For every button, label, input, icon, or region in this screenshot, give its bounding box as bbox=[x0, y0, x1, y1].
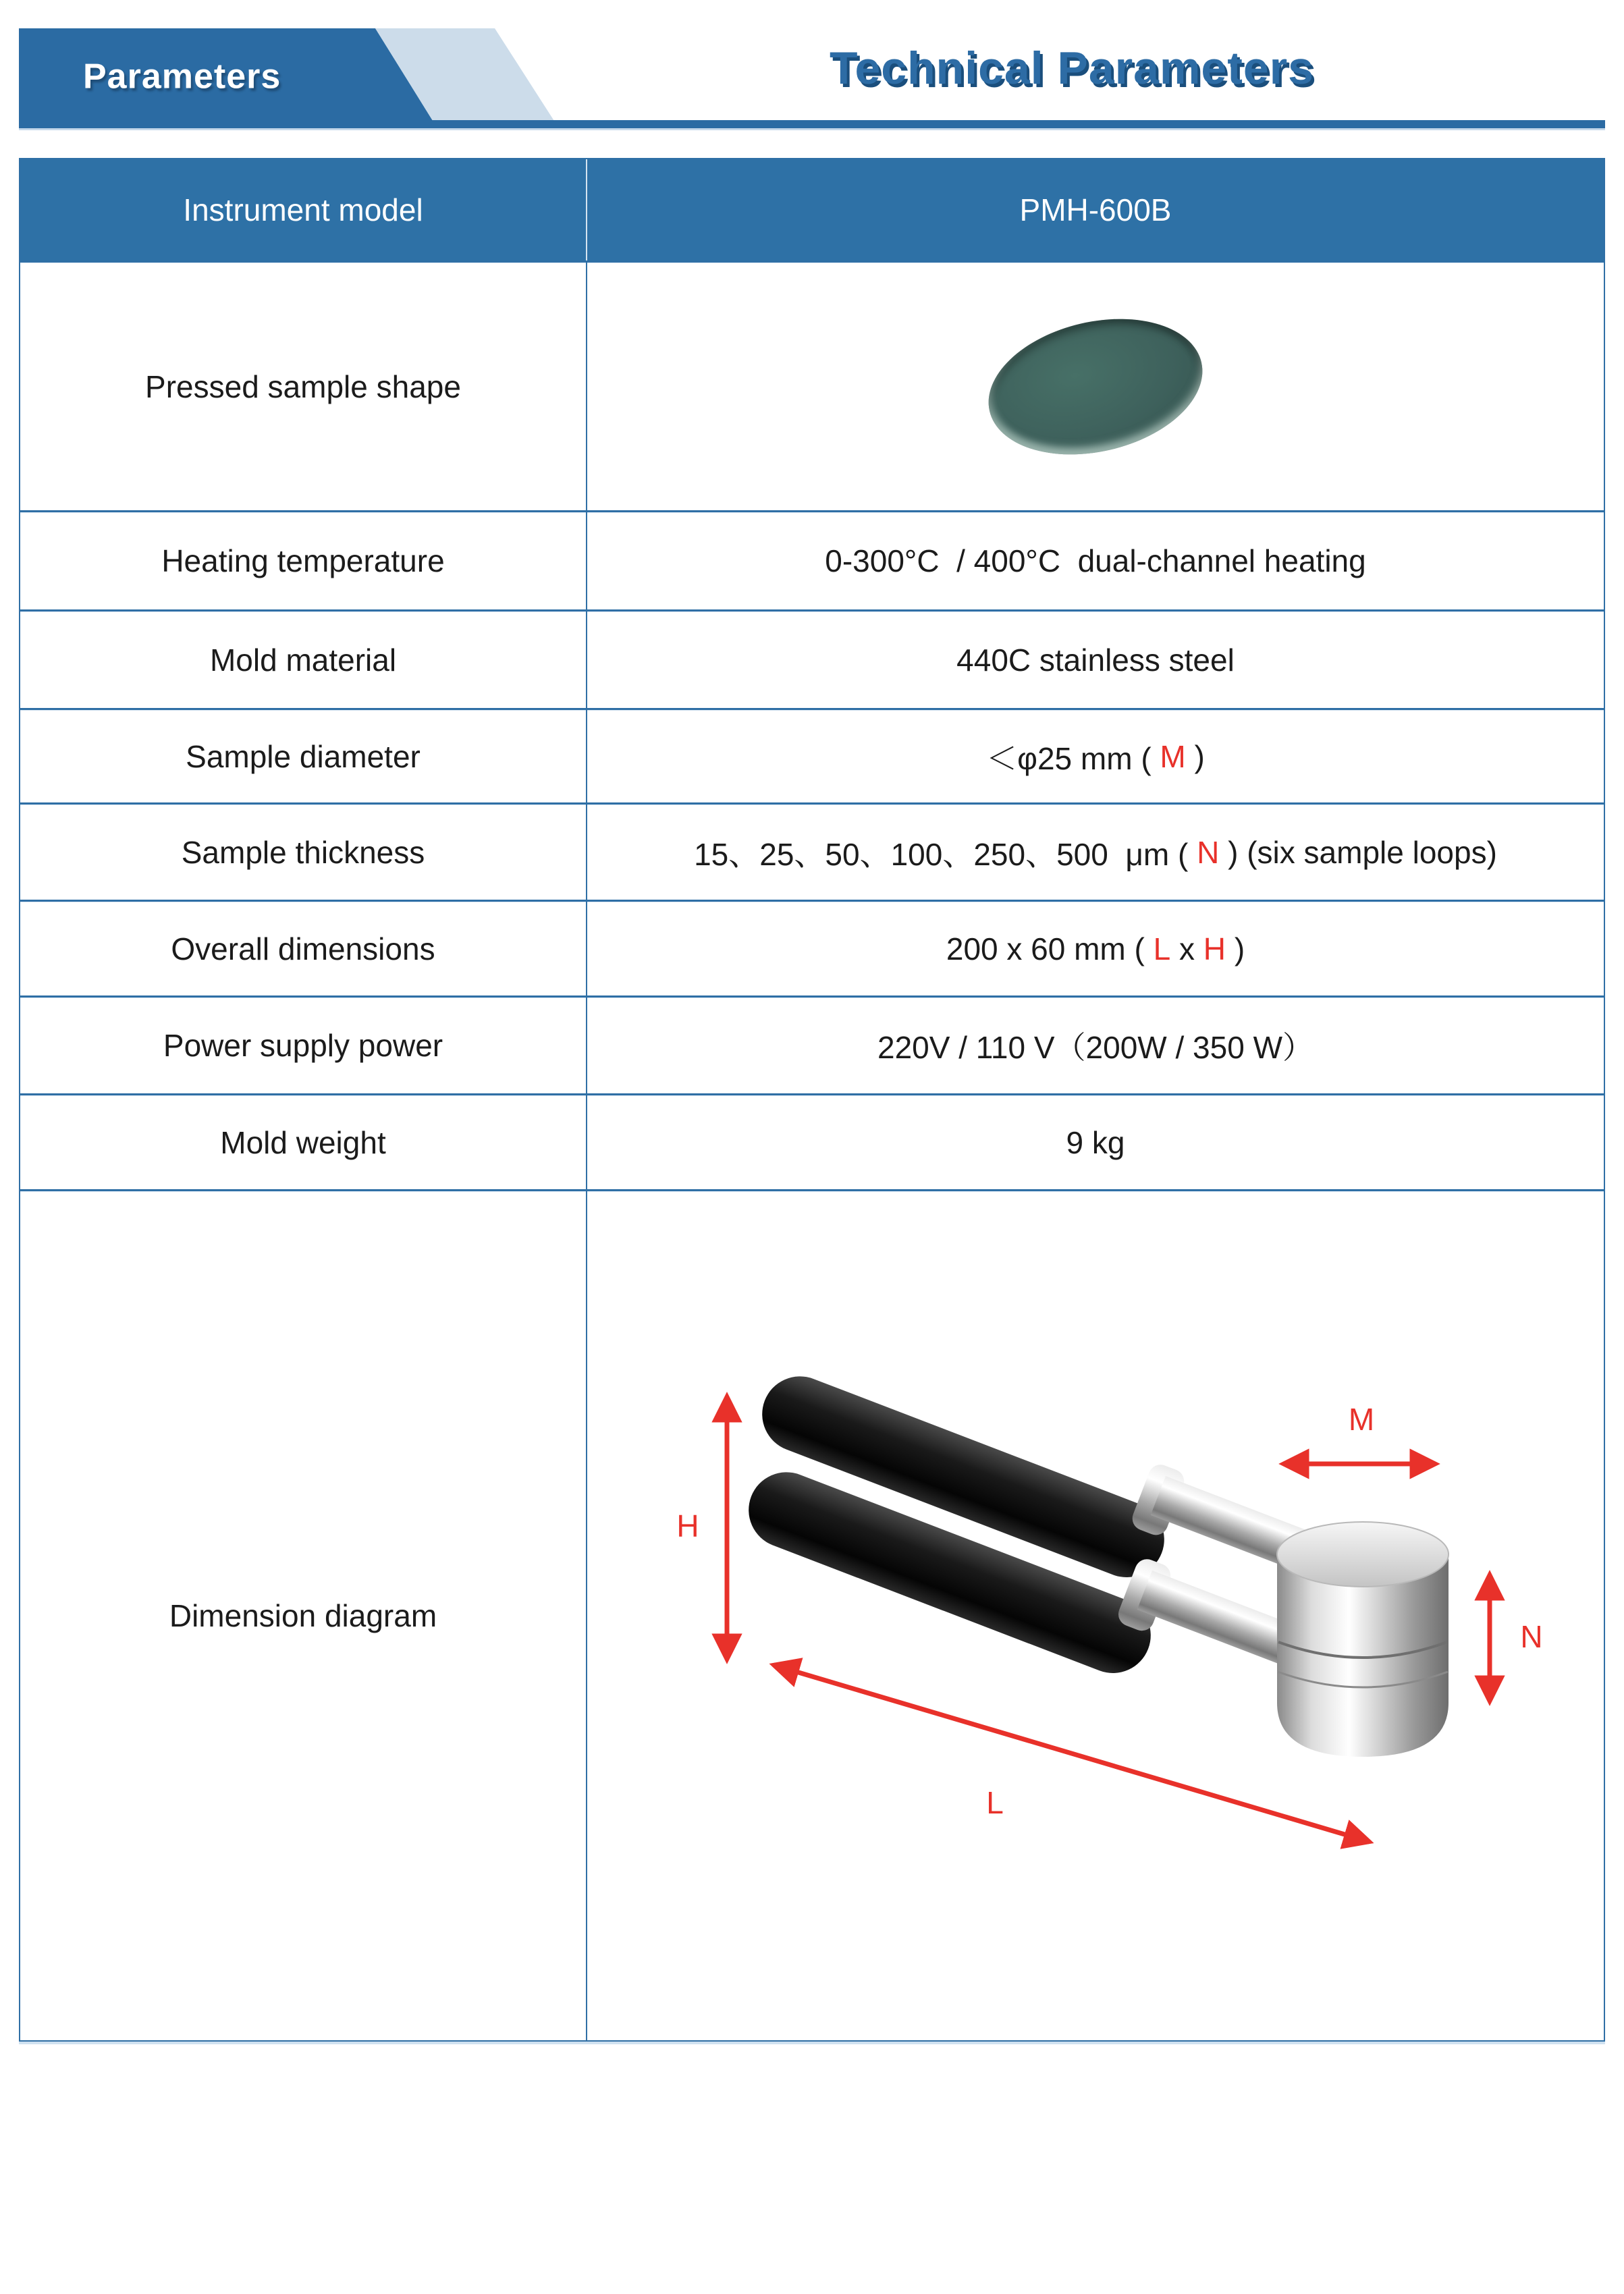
technical-parameters-table bbox=[19, 158, 1605, 2042]
cell-sample-diameter-value bbox=[587, 710, 1604, 802]
row-mold-weight bbox=[20, 1095, 1604, 1191]
value-red-segment: N bbox=[1197, 834, 1220, 870]
mold-photo bbox=[738, 1365, 1449, 1757]
cell-mold-weight-value bbox=[587, 1095, 1604, 1189]
value-segment: ) bbox=[1226, 931, 1245, 966]
cell-dimension-diagram-value bbox=[587, 1191, 1604, 2040]
value-segment: 9 kg bbox=[1066, 1124, 1125, 1160]
cell-overall-dimensions-value bbox=[587, 902, 1604, 995]
row-overall-dimensions bbox=[20, 902, 1604, 998]
table-header-row bbox=[20, 159, 1604, 263]
row-sample-diameter bbox=[20, 710, 1604, 804]
parameters-tab-label: Parameters bbox=[83, 57, 281, 97]
header-cell-instrument-model: Instrument model bbox=[20, 159, 587, 261]
cell-sample-thickness-value bbox=[587, 804, 1604, 900]
cell-pressed-sample-shape-label: Pressed sample shape bbox=[20, 263, 587, 510]
value-segment: 0-300°C / 400°C dual-channel heating bbox=[825, 543, 1366, 578]
cell-heating-temperature-value bbox=[587, 512, 1604, 609]
cell-mold-weight-label: Mold weight bbox=[20, 1095, 587, 1189]
mold-cylinder-top bbox=[1277, 1522, 1449, 1587]
page-header bbox=[19, 28, 1605, 128]
row-heating-temperature bbox=[20, 512, 1604, 611]
label-M: M bbox=[1348, 1402, 1375, 1437]
value-segment: 200 x 60 mm ( bbox=[946, 931, 1154, 966]
cell-heating-temperature-label: Heating temperature bbox=[20, 512, 587, 609]
row-mold-material bbox=[20, 611, 1604, 710]
cell-power-supply-power-label: Power supply power bbox=[20, 998, 587, 1093]
sample-disc-image bbox=[975, 299, 1216, 474]
value-segment: x bbox=[1170, 931, 1203, 966]
value-red-segment: L bbox=[1153, 931, 1171, 966]
cell-pressed-sample-shape-value bbox=[587, 263, 1604, 510]
row-power-supply-power bbox=[20, 998, 1604, 1095]
cell-power-supply-power-value bbox=[587, 998, 1604, 1093]
page-title: Technical Parameters bbox=[830, 43, 1314, 94]
row-dimension-diagram bbox=[20, 1191, 1604, 2040]
label-N: N bbox=[1520, 1619, 1543, 1654]
cell-dimension-diagram-label: Dimension diagram bbox=[20, 1191, 587, 2040]
row-sample-thickness bbox=[20, 804, 1604, 902]
cell-sample-thickness-label: Sample thickness bbox=[20, 804, 587, 900]
value-segment: 15、25、50、100、250、500 μm ( bbox=[694, 836, 1197, 872]
cell-overall-dimensions-label: Overall dimensions bbox=[20, 902, 587, 995]
label-H: H bbox=[676, 1508, 699, 1544]
mold-dimension-diagram bbox=[587, 1191, 1604, 2040]
cell-sample-diameter-label: Sample diameter bbox=[20, 710, 587, 802]
header-underline bbox=[19, 120, 1605, 128]
value-segment: 220V / 110 V（200W / 350 W） bbox=[877, 1030, 1314, 1065]
row-pressed-sample-shape bbox=[20, 263, 1604, 512]
value-segment: ) bbox=[1185, 738, 1205, 774]
value-segment: ＜φ25 mm ( bbox=[986, 740, 1160, 776]
cell-mold-material-label: Mold material bbox=[20, 611, 587, 708]
header-cell-model-value: PMH-600B bbox=[1019, 192, 1172, 227]
value-segment: 440C stainless steel bbox=[956, 642, 1235, 678]
value-red-segment: M bbox=[1160, 738, 1186, 774]
label-L: L bbox=[986, 1785, 1004, 1820]
value-red-segment: H bbox=[1203, 931, 1226, 966]
cell-mold-material-value bbox=[587, 611, 1604, 708]
value-segment: ) (six sample loops) bbox=[1219, 834, 1497, 870]
